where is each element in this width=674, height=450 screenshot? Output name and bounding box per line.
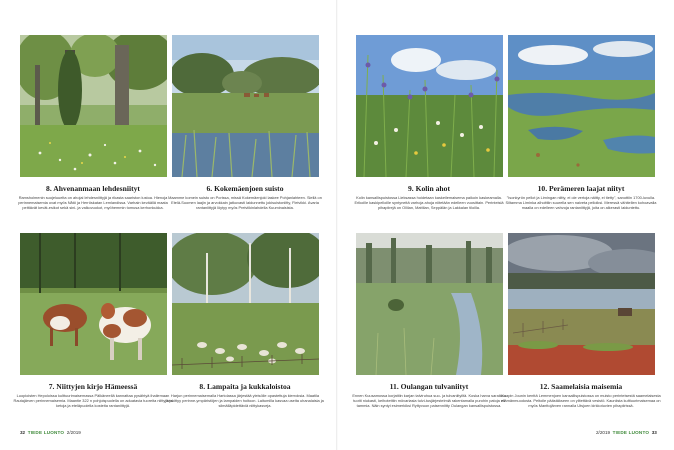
article-caption bbox=[165, 184, 325, 211]
article-title: 8. Lampaita ja kukkaloistoa bbox=[199, 382, 291, 391]
article-title: 9. Kolin ahot bbox=[408, 184, 450, 193]
article-caption bbox=[13, 184, 173, 211]
photo-sheep bbox=[172, 233, 319, 375]
article-title: 7. Niittyjen kirjo Hämeessä bbox=[48, 382, 138, 391]
article-title: 11. Oulangan tulvaniityt bbox=[389, 382, 469, 391]
photo-saamelainen bbox=[508, 233, 655, 375]
photo-oulanka bbox=[356, 233, 503, 375]
article-title: 6. Kokemäenjoen suisto bbox=[206, 184, 284, 193]
photo-ahvenanmaa bbox=[20, 35, 167, 177]
article-text: Luopioisten Hepoloissa kulttuurimaisemassa Pälkäneellä kannattaa pysähtyä ihailemaan Rautajärven perinnemaisemia. Maantie 322 n pohjoispuolella on aduatavia tuoreita niittyjä ja ketoja ja eteläpuolella kosteita rantaniittyjä. bbox=[13, 393, 173, 409]
photo-cows bbox=[20, 233, 167, 375]
article-text: Harjun perinnemaisemalla Hartolassa järjestää yleisölle opastettuja kierroksia. Maatila keskittyy perinne-ympäristöjen ja lampaiden hoitoon. Laitumilla kasvaa useita uhanalaisia ja silmälläpidettäviä niittykasveja. bbox=[166, 393, 324, 409]
issue-label: 2/2019 bbox=[596, 430, 611, 435]
page-number: 32 bbox=[20, 430, 26, 435]
article-text: Ennen Kuusamossa korjattiin karjan talviruhua suo- ja tulvaniityiltä. Koska harva saraikko tuotti niukasti, keihotettiin mövarlasia tulvi-tusjärjestelmiä rakentamalla purohin patoja eli tammia. Näin syntyi esimerkiksi Ryttyvuon paisenniitty Oulangan kansallispuistossa. bbox=[352, 393, 506, 409]
left-folio bbox=[20, 430, 81, 435]
photo-koli bbox=[356, 35, 503, 177]
article-title: 8. Ahvenanmaan lehdesniityt bbox=[46, 184, 140, 193]
article-text: Kolin kansallispuistossa Lieksassa hoidetaan kaskeilemaisema paikoin kaskeamalla. Erikoille kaskipelloille syntyneitä varhoja ahoja niitetään edelleen vuosittain. Perinteisiä pihapiirejä on Ollilan, Mattilan, Seppälän ja Lakkalan tiloilla. bbox=[354, 195, 504, 211]
article-caption bbox=[349, 382, 509, 409]
article-text: Kaapin Jounin kenttä Lemmenjoen kansallispuistossa on muisto perinteisestä saamelaisesta elämänmuodosta. Peltoile päästäkseen on ylitettävä vesistö. Kauniista kulttuurimaisemaa on myös Manttojärven rannalla Utsjoen kirkkotuvien pihapiirissä. bbox=[501, 393, 661, 409]
issue-label: 2/2019 bbox=[66, 430, 81, 435]
article-caption bbox=[501, 184, 661, 211]
magazine-name: TIEDE LUONTO bbox=[27, 430, 65, 435]
photo-peramere bbox=[508, 35, 655, 177]
article-text: "Isonkyrön pellot ja Limingan niitty, ei ole vertoja näitty, ei tietty", sanottiin 1700-luvulla. Siltamma Liminka alhoittiin suurella sen naiveta pelloiksi. Meressä vähitellen kohoavalla maalla on edelleen vahvoja rantaniittyjä, joita on alkerasti laiduntettu. bbox=[505, 195, 657, 211]
article-caption bbox=[13, 382, 173, 409]
article-title: 12. Saamelaisia maisemia bbox=[539, 382, 623, 391]
page-gutter bbox=[336, 0, 338, 450]
page-number: 33 bbox=[651, 430, 657, 435]
magazine-name: TIEDE LUONTO bbox=[612, 430, 650, 435]
photo-kokemaenjoki bbox=[172, 35, 319, 177]
article-text: Maamme komein suisto on Porissa, missä Kokemäenjoki laskee Pohjanlahteen. Siellä on Etelä-Suomen laajin ja arvokkain jatkuvasti laidunnettu jokisuistoniitty, Fleivikki. Avaria rantaniittyjä löytyy myös Preiviikinlahdella Kuuminaisista. bbox=[168, 195, 322, 211]
right-folio bbox=[596, 430, 657, 435]
article-caption bbox=[165, 382, 325, 409]
article-text: Ramsholmenin suojeluuelta on ahojai lehdesniittyjä ja rikasta saariston lustoa. Hienoja perinnemaisemia ovat myös Nåtö ja Herröskatan Lemlandissa. Varhain keväällä maata peittävät kevät-esikot sekä sini- ja valkovuokot, myöhemmin tomusa kerhonkukka. bbox=[18, 195, 168, 211]
article-title: 10. Perämeren laajat niityt bbox=[537, 184, 625, 193]
article-caption bbox=[349, 184, 509, 211]
article-caption bbox=[501, 382, 661, 409]
